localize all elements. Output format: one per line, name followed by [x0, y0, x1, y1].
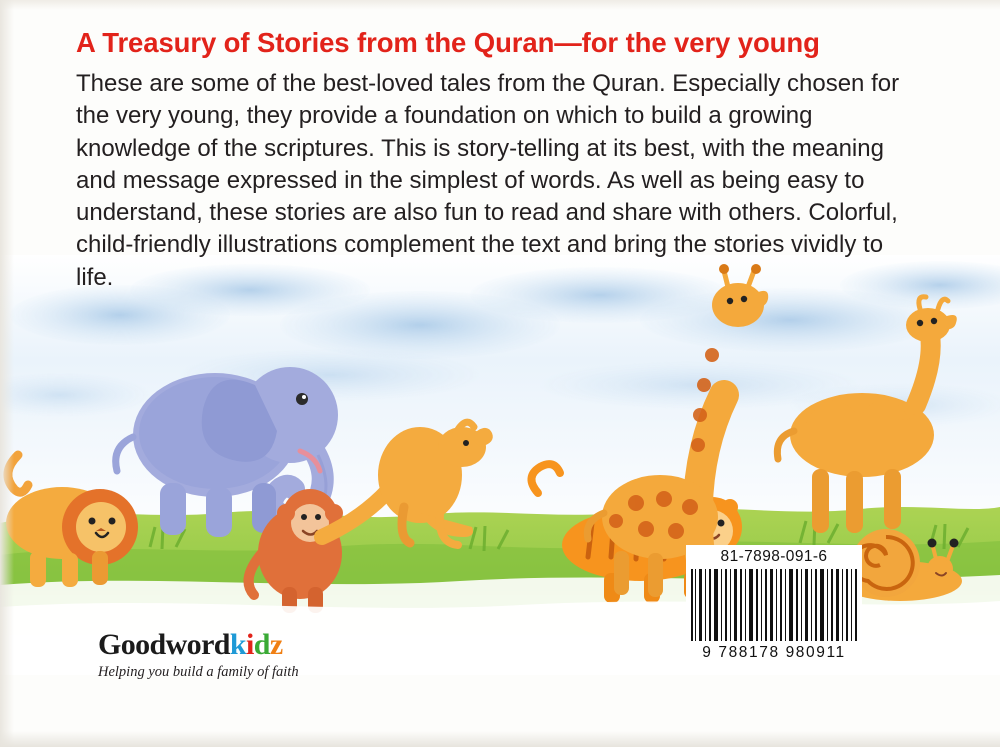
page-edge-top-shadow — [0, 0, 1000, 10]
publisher-name-z: z — [269, 628, 283, 661]
publisher-name-d: d — [253, 628, 270, 661]
publisher-name-k: k — [229, 628, 246, 661]
publisher-name-i: i — [245, 628, 254, 661]
back-cover-blurb — [76, 26, 936, 294]
page-title: A Treasury of Stories from the Quran—for the very young — [76, 27, 820, 58]
blurb-body-text: These are some of the best-loved tales from the Quran. Especially chosen for the very young, they provide a foundation on which to build a growing knowledge of the scriptures. This is story-telling at its best, with the meaning and message expressed in the simplest of words. As well as being easy to understand, these stories are also fun to read and share with others. Colorful, child-friendly illustrations complement the text and bring the stories vividly to life. — [76, 70, 900, 291]
page-edge-bottom-shadow — [0, 731, 1000, 747]
publisher-logo — [98, 630, 299, 681]
barcode-block — [686, 545, 862, 669]
isbn-number: 81-7898-091-6 — [720, 548, 828, 565]
ean-number: 9 788178 980911 — [702, 644, 846, 661]
publisher-tagline: Helping you build a family of faith — [98, 664, 299, 680]
publisher-name-goodword: Goodword — [98, 628, 230, 661]
barcode-bars — [691, 569, 857, 641]
page-edge-left-shadow — [0, 0, 14, 747]
publisher-wordmark — [98, 630, 299, 660]
